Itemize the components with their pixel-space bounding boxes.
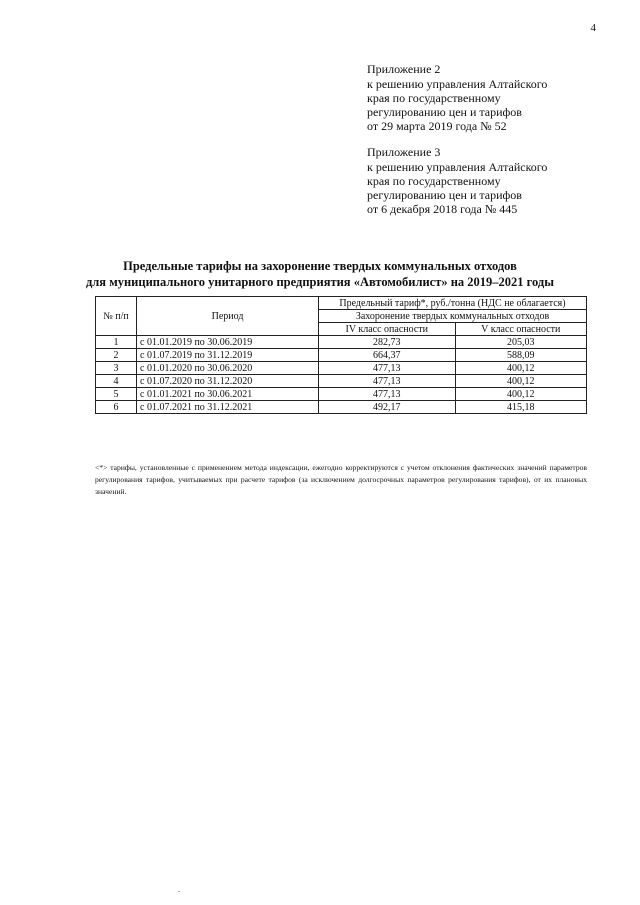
cell-class-5: 588,09 [455, 349, 586, 362]
cell-class-5: 205,03 [455, 336, 586, 349]
col-header-tariff-group: Предельный тариф*, руб./тонна (НДС не облагается) [319, 297, 587, 310]
cell-class-5: 400,12 [455, 375, 586, 388]
cell-period: с 01.07.2020 по 31.12.2020 [137, 375, 319, 388]
table-row [96, 349, 587, 362]
cell-number: 3 [96, 362, 137, 375]
annex-current-line: от 29 марта 2019 года № 52 [367, 119, 507, 133]
cell-period: с 01.01.2020 по 30.06.2020 [137, 362, 319, 375]
cell-class-4: 282,73 [319, 336, 456, 349]
cell-number: 6 [96, 401, 137, 414]
cell-class-4: 664,37 [319, 349, 456, 362]
stray-mark: . [178, 885, 180, 894]
cell-period: с 01.01.2021 по 30.06.2021 [137, 388, 319, 401]
cell-period: с 01.07.2021 по 31.12.2021 [137, 401, 319, 414]
footnote: <*> тарифы, установленные с применением метода индексации, ежегодно корректируются с учетом отклонения фактических значений параметров регулирования тарифов, учитываемых при расчете тарифов (за исключением долгосрочных параметров регулирования тарифов), от их плановых значений. [95, 463, 587, 496]
annex-original-heading: Приложение 3 [367, 145, 441, 159]
cell-class-4: 492,17 [319, 401, 456, 414]
cell-period: с 01.07.2019 по 31.12.2019 [137, 349, 319, 362]
col-header-class-5: V класс опасности [455, 323, 586, 336]
table-row [96, 388, 587, 401]
document-title [0, 258, 640, 290]
annex-current-line: к решению управления Алтайского [367, 77, 548, 91]
cell-class-4: 477,13 [319, 362, 456, 375]
cell-class-5: 415,18 [455, 401, 586, 414]
col-header-waste-disposal: Захоронение твердых коммунальных отходов [319, 310, 587, 323]
cell-class-4: 477,13 [319, 388, 456, 401]
cell-class-5: 400,12 [455, 362, 586, 375]
col-header-number: № п/п [96, 297, 137, 336]
page-number: 4 [590, 22, 596, 34]
annex-original-line: к решению управления Алтайского [367, 160, 548, 174]
annex-current-line: края по государственному [367, 91, 501, 105]
document-title-line: Предельные тарифы на захоронение твердых коммунальных отходов [123, 259, 517, 273]
table-row [96, 401, 587, 414]
cell-number: 5 [96, 388, 137, 401]
annex-original-line: от 6 декабря 2018 года № 445 [367, 202, 518, 216]
table-row [96, 375, 587, 388]
cell-number: 2 [96, 349, 137, 362]
col-header-period: Период [137, 297, 319, 336]
cell-number: 4 [96, 375, 137, 388]
annex-original-line: регулированию цен и тарифов [367, 188, 522, 202]
cell-period: с 01.01.2019 по 30.06.2019 [137, 336, 319, 349]
tariff-table [95, 296, 587, 414]
table-row [96, 362, 587, 375]
annex-original-line: края по государственному [367, 174, 501, 188]
cell-class-4: 477,13 [319, 375, 456, 388]
col-header-class-4: IV класс опасности [319, 323, 456, 336]
annex-current-line: регулированию цен и тарифов [367, 105, 522, 119]
cell-class-5: 400,12 [455, 388, 586, 401]
annex-current [367, 62, 547, 133]
annex-original [367, 145, 547, 216]
cell-number: 1 [96, 336, 137, 349]
table-row [96, 336, 587, 349]
document-title-line: для муниципального унитарного предприятия «Автомобилист» на 2019–2021 годы [85, 275, 555, 289]
annex-current-heading: Приложение 2 [367, 62, 441, 76]
